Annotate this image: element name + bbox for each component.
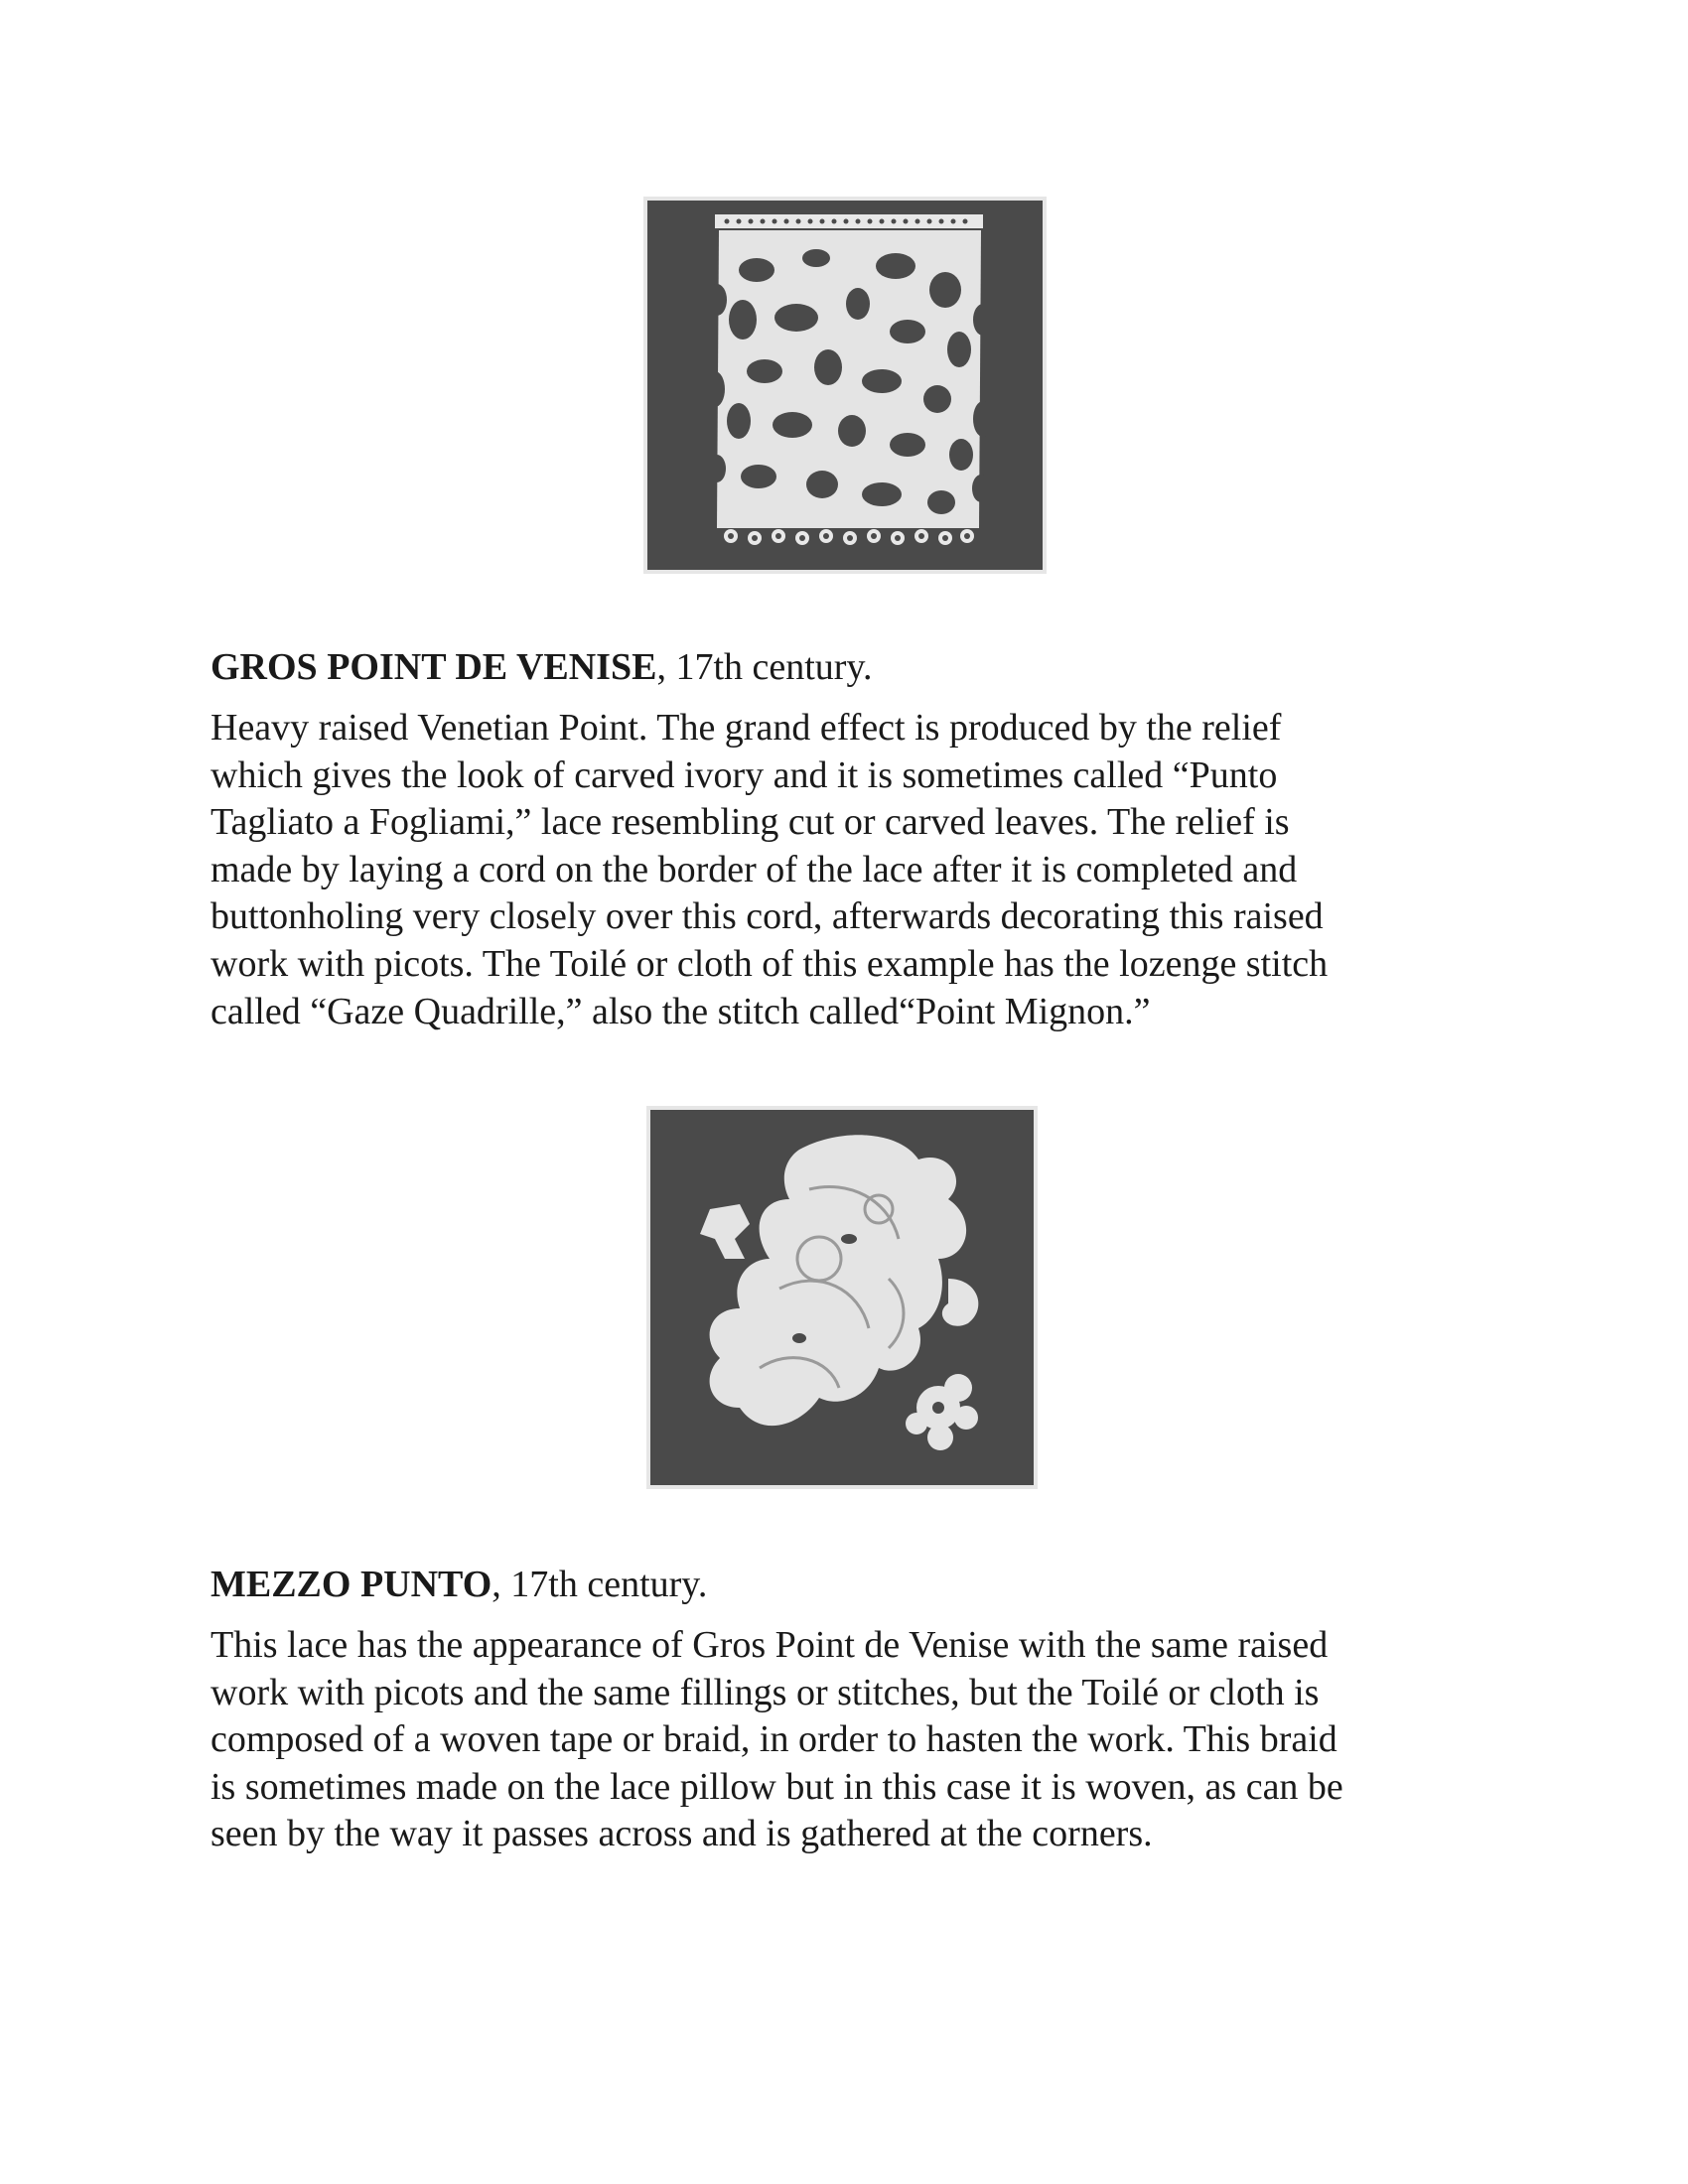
entry-heading xyxy=(211,643,1491,691)
lace-entry-gros-point-de-venise xyxy=(211,643,1491,1035)
lace-photo-gros-point-de-venise xyxy=(647,201,1043,570)
lace-name: GROS POINT DE VENISE xyxy=(211,646,657,688)
lace-date: , 17th century. xyxy=(492,1564,708,1605)
lace-illustration xyxy=(647,201,1043,570)
lace-photo-mezzo-punto xyxy=(650,1110,1034,1485)
lace-date: , 17th century. xyxy=(656,646,873,688)
lace-entry-mezzo-punto xyxy=(211,1561,1491,1858)
lace-illustration xyxy=(650,1110,1034,1485)
entry-heading xyxy=(211,1561,1491,1608)
entry-description: This lace has the appearance of Gros Point de Venise with the same raised work with picots and the same fillings or stitches, but the Toilé or cloth is composed of a woven tape or braid, in order to hasten the work. This braid is sometimes made on the lace pillow but in this case it is woven, as can be seen by the way it passes across and is gathered at the corners. xyxy=(211,1624,1343,1855)
entry-description: Heavy raised Venetian Point. The grand effect is produced by the relief which gives the look of carved ivory and it is sometimes called “Punto Tagliato a Fogliami,” lace resembling cut or carved leaves. The relief is made by laying a cord on the border of the lace after it is completed and buttonholing very closely over this cord, afterwards decorating this raised work with picots. The Toilé or cloth of this example has the lozenge stitch called “Gaze Quadrille,” also the stitch called“Point Mignon.” xyxy=(211,707,1329,1032)
lace-name: MEZZO PUNTO xyxy=(211,1564,492,1605)
